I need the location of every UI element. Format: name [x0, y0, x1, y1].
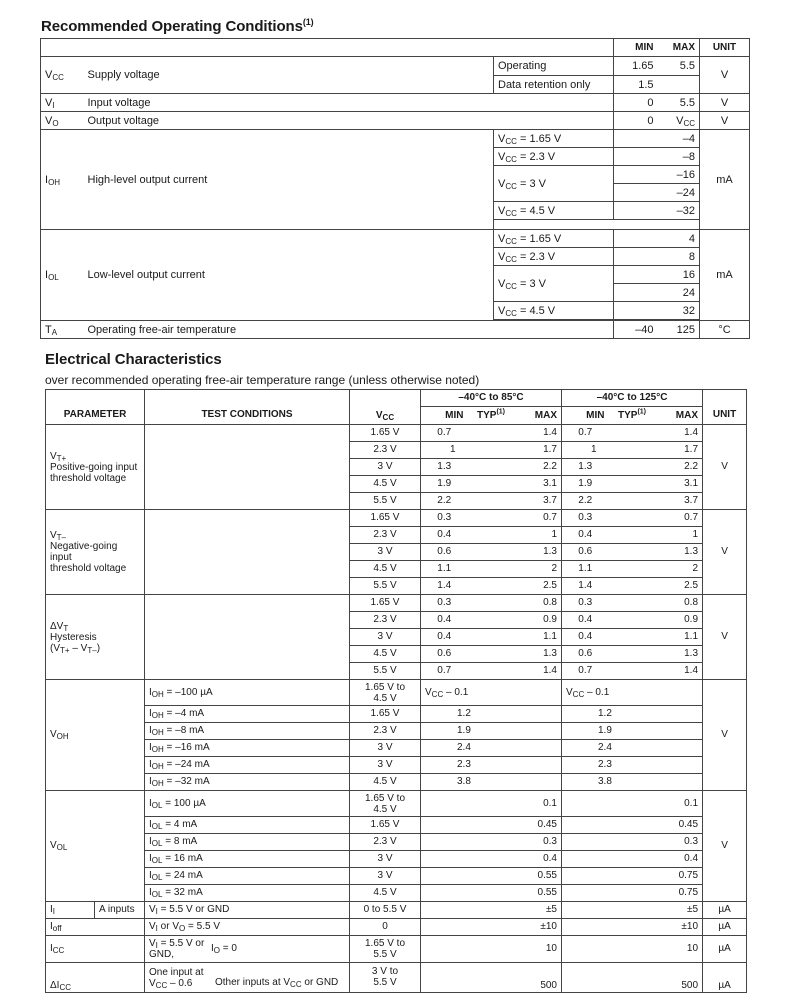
ec-voh-vcc: 1.65 V to 4.5 V [350, 680, 421, 706]
ec-hys-vcc: 3 V [350, 629, 421, 646]
roc-vcc-cond-retention: Data retention only [494, 76, 614, 94]
ec-header-typ-85: TYP$^{(1)}$ [468, 407, 515, 425]
roc-vcc-op-min: 1.65 [614, 57, 658, 76]
ec-vol-cond: $I_{OL} = 16$ mA [145, 851, 350, 868]
ec-row-vol [46, 791, 747, 817]
roc-vi-min: 0 [614, 94, 658, 112]
ec-header-min-125: MIN [562, 407, 609, 425]
ec-hys-vcc: 1.65 V [350, 595, 421, 612]
ec-hys-min2: 0.6 [562, 646, 609, 663]
roc-header-unit: UNIT [700, 39, 750, 57]
roc-row-iol [41, 230, 750, 248]
ec-icc-vcc: 1.65 V to 5.5 V [350, 936, 421, 963]
ec-vtp-max1: 3.1 [515, 476, 562, 493]
ec-vtp-min2: 2.2 [562, 493, 609, 510]
roc-row-vo [41, 112, 750, 130]
roc-iol-value: 16 [614, 266, 700, 284]
ec-title: Electrical Characteristics [45, 351, 222, 368]
ec-vol-max1: 0.1 [421, 791, 562, 817]
roc-row-ioh [41, 130, 750, 148]
ec-hys-min1: 0.6 [421, 646, 468, 663]
ec-vtp-min1: 0.7 [421, 425, 468, 442]
ec-row-icc [46, 936, 747, 963]
ec-hys-test-cond [145, 595, 350, 680]
roc-vi-max: 5.5 [658, 94, 700, 112]
ec-voh-cond: $I_{OH} = -32$ mA [145, 774, 350, 791]
roc-iol-value: 4 [614, 230, 700, 248]
ec-voh-min2: 1.9 [562, 723, 703, 740]
ec-voh-min2: $V_{CC} - 0.1$ [562, 680, 703, 706]
roc-ta-min: –40 [614, 321, 658, 339]
ec-voh-vcc: 3 V [350, 740, 421, 757]
ec-vol-cond: $I_{OL} = 4$ mA [145, 817, 350, 834]
ec-voh-min1: $V_{CC} - 0.1$ [421, 680, 562, 706]
ec-hys-min1: 0.7 [421, 663, 468, 680]
roc-iol-value: 8 [614, 248, 700, 266]
ec-vtn-min1: 0.6 [421, 544, 468, 561]
roc-vi-symbol: $V_I$ [41, 94, 84, 112]
ec-hys-max2: 0.9 [656, 612, 703, 629]
roc-vo-symbol: $V_O$ [41, 112, 84, 130]
ec-header-max-125: MAX [656, 407, 703, 425]
ec-vtp-min1: 1.3 [421, 459, 468, 476]
electrical-characteristics-table [45, 389, 747, 993]
ec-voh-min1: 2.3 [421, 757, 562, 774]
ec-ii-unit: µA [703, 902, 747, 919]
ec-hys-max1: 1.1 [515, 629, 562, 646]
ec-row-vtn [46, 510, 747, 527]
ec-vtp-min1: 1 [421, 442, 468, 459]
ec-vtn-max2: 0.7 [656, 510, 703, 527]
ec-ioff-vcc: 0 [350, 919, 421, 936]
roc-ioh-cond: $V_{CC} = 4.5$ V [494, 202, 614, 220]
ec-vtp-min2: 1.9 [562, 476, 609, 493]
ec-voh-param: $V_{OH}$ [46, 680, 145, 791]
ec-vol-max2: 0.75 [562, 868, 703, 885]
roc-header-max: MAX [658, 39, 700, 57]
roc-iol-cond: $V_{CC} = 2.3$ V [494, 248, 614, 266]
ec-vtn-min1: 0.3 [421, 510, 468, 527]
ec-header-range-125: –40°C to 125°C [562, 390, 703, 407]
ec-vtp-vcc: 1.65 V [350, 425, 421, 442]
ec-vtn-max1: 1 [515, 527, 562, 544]
roc-vi-desc: Input voltage [84, 94, 614, 112]
ec-vtn-vcc: 4.5 V [350, 561, 421, 578]
ec-hys-max1: 0.8 [515, 595, 562, 612]
roc-header-blank [41, 39, 614, 57]
ec-dicc-vcc: 3 V to 5.5 V [350, 963, 421, 993]
ec-ioff-cond: $V_I$ or $V_O = 5.5$ V [145, 919, 350, 936]
roc-ioh-value: –4 [614, 130, 700, 148]
ec-vol-vcc: 2.3 V [350, 834, 421, 851]
ec-row-ioff [46, 919, 747, 936]
ec-hys-vcc: 2.3 V [350, 612, 421, 629]
ec-vtn-param: $V_{T-}$ Negative-going input threshold voltage [46, 510, 145, 595]
roc-ioh-cond: $V_{CC} = 1.65$ V [494, 130, 614, 148]
roc-ta-symbol: $T_A$ [41, 321, 84, 339]
roc-vo-desc: Output voltage [84, 112, 614, 130]
ec-vtp-max1: 3.7 [515, 493, 562, 510]
ec-vtn-min2: 0.4 [562, 527, 609, 544]
ec-voh-cond: $I_{OH} = -4$ mA [145, 706, 350, 723]
ec-hys-max1: 1.4 [515, 663, 562, 680]
ec-ii-max2: ±5 [562, 902, 703, 919]
ec-voh-min1: 1.2 [421, 706, 562, 723]
ec-header-unit: UNIT [703, 390, 747, 425]
ec-vtp-min1: 1.9 [421, 476, 468, 493]
ec-hys-vcc: 4.5 V [350, 646, 421, 663]
roc-iol-cond: $V_{CC} = 1.65$ V [494, 230, 614, 248]
ec-row-ii [46, 902, 747, 919]
ec-vtn-vcc: 1.65 V [350, 510, 421, 527]
ec-vol-max1: 0.4 [421, 851, 562, 868]
ec-ioff-unit: µA [703, 919, 747, 936]
recommended-operating-conditions-table [40, 38, 750, 339]
roc-iol-unit: mA [700, 230, 750, 321]
ec-vtp-max1: 1.4 [515, 425, 562, 442]
ec-vol-max1: 0.55 [421, 868, 562, 885]
roc-iol-symbol: $I_{OL}$ [41, 230, 84, 321]
ec-header-range-85: –40°C to 85°C [421, 390, 562, 407]
ec-vtn-max1: 0.7 [515, 510, 562, 527]
ec-hys-min2: 0.4 [562, 612, 609, 629]
roc-iol-desc: Low-level output current [84, 230, 494, 321]
roc-vo-min: 0 [614, 112, 658, 130]
ec-row-hysteresis [46, 595, 747, 612]
ec-voh-unit: V [703, 680, 747, 791]
roc-ioh-value: –8 [614, 148, 700, 166]
ec-row-vol [46, 851, 747, 868]
roc-vi-unit: V [700, 94, 750, 112]
ec-row-vol [46, 868, 747, 885]
ec-hys-max2: 1.4 [656, 663, 703, 680]
ec-vtn-max1: 1.3 [515, 544, 562, 561]
roc-vcc-unit: V [700, 57, 750, 94]
ec-header-max-85: MAX [515, 407, 562, 425]
ec-vol-cond: $I_{OL} = 32$ mA [145, 885, 350, 902]
ec-vol-vcc: 4.5 V [350, 885, 421, 902]
ec-vtp-min2: 1 [562, 442, 609, 459]
roc-title-footnote: (1) [302, 17, 314, 27]
ec-vol-max2: 0.4 [562, 851, 703, 868]
roc-vcc-ret-min: 1.5 [614, 76, 658, 94]
ec-row-voh [46, 740, 747, 757]
roc-ta-unit: °C [700, 321, 750, 339]
ec-voh-min1: 3.8 [421, 774, 562, 791]
ec-icc-cond: $V_I = 5.5$ V or GND, $I_O = 0$ [145, 936, 350, 963]
ec-ii-sub-label: A inputs [95, 902, 145, 919]
ec-voh-vcc: 2.3 V [350, 723, 421, 740]
ec-vtn-vcc: 2.3 V [350, 527, 421, 544]
ec-voh-min1: 1.9 [421, 723, 562, 740]
ec-row-delta-icc [46, 963, 747, 993]
ec-vol-max1: 0.3 [421, 834, 562, 851]
ec-vtp-vcc: 5.5 V [350, 493, 421, 510]
ec-vol-unit: V [703, 791, 747, 902]
ec-ii-cond: $V_I = 5.5$ V or GND [145, 902, 350, 919]
ec-voh-vcc: 3 V [350, 757, 421, 774]
ec-vtp-vcc: 2.3 V [350, 442, 421, 459]
ec-vtn-vcc: 5.5 V [350, 578, 421, 595]
ec-dicc-param: $\Delta I_{CC}$ [46, 963, 145, 993]
ec-vtp-max1: 1.7 [515, 442, 562, 459]
ec-vtn-min2: 1.1 [562, 561, 609, 578]
ec-row-voh [46, 706, 747, 723]
ec-voh-min1: 2.4 [421, 740, 562, 757]
ec-ii-vcc: 0 to 5.5 V [350, 902, 421, 919]
ec-vtn-min2: 0.6 [562, 544, 609, 561]
ec-vtp-min2: 1.3 [562, 459, 609, 476]
ec-vol-vcc: 3 V [350, 868, 421, 885]
ec-vtn-max2: 2.5 [656, 578, 703, 595]
ec-voh-min2: 1.2 [562, 706, 703, 723]
ec-row-vol [46, 834, 747, 851]
roc-iol-cond: $V_{CC} = 4.5$ V [494, 302, 614, 320]
ec-vtn-vcc: 3 V [350, 544, 421, 561]
ec-voh-vcc: 1.65 V [350, 706, 421, 723]
roc-vcc-symbol: $V_{CC}$ [41, 57, 84, 94]
ec-vtn-min1: 0.4 [421, 527, 468, 544]
ec-row-voh [46, 774, 747, 791]
ec-icc-unit: µA [703, 936, 747, 963]
roc-vo-max: $V_{CC}$ [658, 112, 700, 130]
roc-title-text: Recommended Operating Conditions [41, 18, 303, 35]
ec-vtn-min2: 1.4 [562, 578, 609, 595]
roc-ioh-desc: High-level output current [84, 130, 494, 230]
roc-ioh-cond: $V_{CC} = 3$ V [494, 166, 614, 202]
ec-vtn-max1: 2 [515, 561, 562, 578]
roc-ioh-value: –24 [614, 184, 700, 202]
roc-ioh-cond: $V_{CC} = 2.3$ V [494, 148, 614, 166]
ec-vol-max2: 0.3 [562, 834, 703, 851]
roc-vcc-ret-max [658, 76, 700, 94]
ec-row-voh [46, 680, 747, 706]
ec-hys-min1: 0.3 [421, 595, 468, 612]
ec-voh-cond: $I_{OH} = -100$ µA [145, 680, 350, 706]
ec-vtp-unit: V [703, 425, 747, 510]
roc-vcc-cond-operating: Operating [494, 57, 614, 76]
ec-subtitle: over recommended operating free-air temperature range (unless otherwise noted) [45, 373, 480, 387]
ec-voh-min2: 2.4 [562, 740, 703, 757]
roc-vo-unit: V [700, 112, 750, 130]
ec-vol-max2: 0.75 [562, 885, 703, 902]
roc-iol-value: 24 [614, 284, 700, 302]
ec-row-vtp [46, 425, 747, 442]
ec-voh-cond: $I_{OH} = -8$ mA [145, 723, 350, 740]
ec-vtp-max2: 2.2 [656, 459, 703, 476]
roc-row-vi [41, 94, 750, 112]
ec-row-vol [46, 885, 747, 902]
roc-title [41, 18, 314, 35]
ec-vtn-max2: 1.3 [656, 544, 703, 561]
ec-vol-cond: $I_{OL} = 24$ mA [145, 868, 350, 885]
ec-vtn-test-cond [145, 510, 350, 595]
ec-vol-max2: 0.1 [562, 791, 703, 817]
ec-hys-min2: 0.4 [562, 629, 609, 646]
ec-vtp-max2: 1.7 [656, 442, 703, 459]
roc-header-min: MIN [614, 39, 658, 57]
roc-ioh-symbol: $I_{OH}$ [41, 130, 84, 230]
ec-vol-max2: 0.45 [562, 817, 703, 834]
ec-header-vcc: $V_{CC}$ [350, 390, 421, 425]
ec-ioff-param: $I_{off}$ [46, 919, 145, 936]
ec-dicc-max1: 500 [421, 963, 562, 993]
ec-vtn-unit: V [703, 510, 747, 595]
ec-hys-min2: 0.3 [562, 595, 609, 612]
ec-vtp-min2: 0.7 [562, 425, 609, 442]
ec-hys-max2: 1.3 [656, 646, 703, 663]
roc-ta-desc: Operating free-air temperature [84, 321, 614, 339]
roc-iol-value: 32 [614, 302, 700, 320]
ec-vol-max1: 0.45 [421, 817, 562, 834]
ec-vtp-vcc: 4.5 V [350, 476, 421, 493]
roc-iol-cond: $V_{CC} = 3$ V [494, 266, 614, 302]
ec-dicc-max2: 500 [562, 963, 703, 993]
ec-ioff-max2: ±10 [562, 919, 703, 936]
ec-vol-vcc: 1.65 V to 4.5 V [350, 791, 421, 817]
ec-voh-cond: $I_{OH} = -24$ mA [145, 757, 350, 774]
roc-ioh-unit: mA [700, 130, 750, 230]
ec-vtn-max1: 2.5 [515, 578, 562, 595]
ec-row-voh [46, 723, 747, 740]
ec-voh-cond: $I_{OH} = -16$ mA [145, 740, 350, 757]
roc-header-row [41, 39, 750, 57]
roc-vcc-op-max: 5.5 [658, 57, 700, 76]
ec-vol-param: $V_{OL}$ [46, 791, 145, 902]
roc-ioh-value: –16 [614, 166, 700, 184]
ec-ioff-max1: ±10 [421, 919, 562, 936]
ec-icc-max2: 10 [562, 936, 703, 963]
ec-vtp-test-cond [145, 425, 350, 510]
ec-vol-max1: 0.55 [421, 885, 562, 902]
ec-row-vol [46, 817, 747, 834]
ec-vtp-max2: 1.4 [656, 425, 703, 442]
ec-vol-cond: $I_{OL} = 8$ mA [145, 834, 350, 851]
ec-vtn-min2: 0.3 [562, 510, 609, 527]
ec-hys-param: $\Delta V_T$ Hysteresis $(V_{T+} - V_{T-})$ [46, 595, 145, 680]
ec-hys-vcc: 5.5 V [350, 663, 421, 680]
ec-header-row-1 [46, 390, 747, 407]
ec-hys-max2: 1.1 [656, 629, 703, 646]
ec-hys-min1: 0.4 [421, 629, 468, 646]
ec-ii-max1: ±5 [421, 902, 562, 919]
ec-hys-min2: 0.7 [562, 663, 609, 680]
ec-vtn-min1: 1.1 [421, 561, 468, 578]
ec-row-voh [46, 757, 747, 774]
ec-vtp-param: $V_{T+}$ Positive-going input threshold voltage [46, 425, 145, 510]
ec-header-min-85: MIN [421, 407, 468, 425]
ec-voh-vcc: 4.5 V [350, 774, 421, 791]
ec-vtp-max2: 3.1 [656, 476, 703, 493]
roc-ioh-value: –32 [614, 202, 700, 220]
ec-dicc-unit: µA [703, 963, 747, 993]
ec-voh-min2: 3.8 [562, 774, 703, 791]
roc-row-ta [41, 321, 750, 339]
ec-hys-min1: 0.4 [421, 612, 468, 629]
roc-vcc-desc: Supply voltage [84, 57, 494, 94]
ec-hys-max2: 0.8 [656, 595, 703, 612]
ec-dicc-cond: One input at $V_{CC} - 0.6$ Other inputs at $V_{CC}$ or GND [145, 963, 350, 993]
ec-vol-vcc: 3 V [350, 851, 421, 868]
ec-hys-max1: 1.3 [515, 646, 562, 663]
ec-icc-max1: 10 [421, 936, 562, 963]
ec-icc-param: $I_{CC}$ [46, 936, 145, 963]
ec-vol-cond: $I_{OL} = 100$ µA [145, 791, 350, 817]
ec-ii-param: $I_I$ [46, 902, 95, 919]
ec-voh-min2: 2.3 [562, 757, 703, 774]
roc-row-vcc [41, 57, 750, 76]
ec-vtn-max2: 2 [656, 561, 703, 578]
ec-vol-vcc: 1.65 V [350, 817, 421, 834]
ec-vtp-max1: 2.2 [515, 459, 562, 476]
ec-header-test-conditions: TEST CONDITIONS [145, 390, 350, 425]
roc-ta-max: 125 [658, 321, 700, 339]
ec-header-typ-125: TYP$^{(1)}$ [609, 407, 656, 425]
ec-header-parameter: PARAMETER [46, 390, 145, 425]
ec-hys-max1: 0.9 [515, 612, 562, 629]
ec-vtn-min1: 1.4 [421, 578, 468, 595]
ec-hys-unit: V [703, 595, 747, 680]
ec-vtp-min1: 2.2 [421, 493, 468, 510]
ec-vtp-vcc: 3 V [350, 459, 421, 476]
ec-vtp-max2: 3.7 [656, 493, 703, 510]
ec-vtn-max2: 1 [656, 527, 703, 544]
